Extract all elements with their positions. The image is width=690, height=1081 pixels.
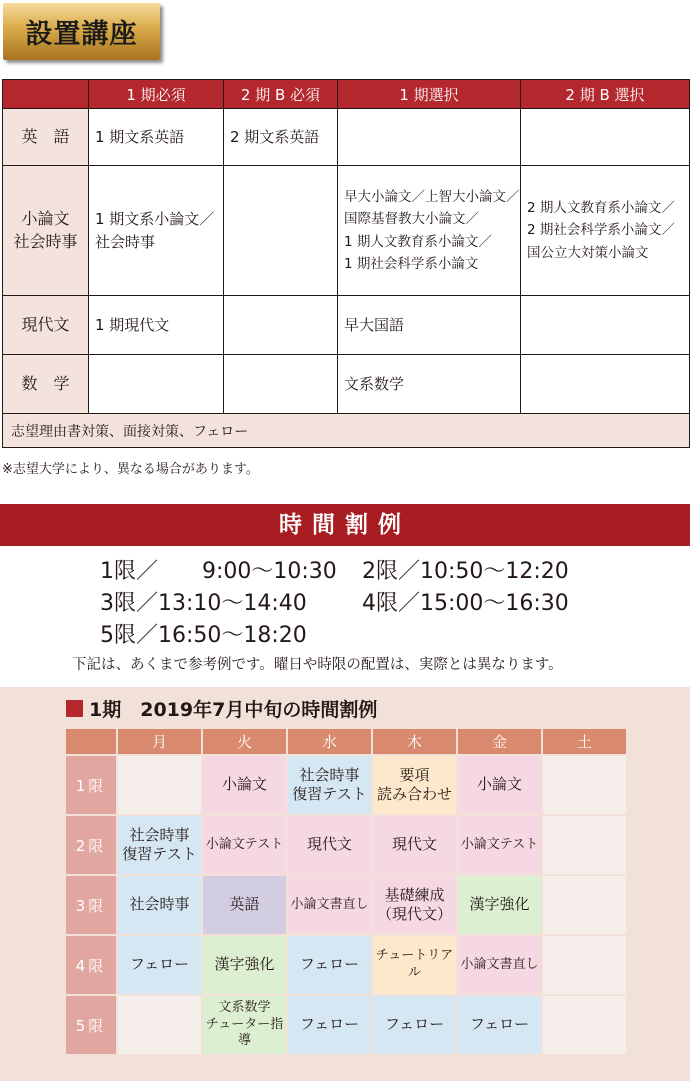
schedule-cell [458, 756, 541, 814]
day-header: 水 [288, 729, 371, 754]
section-title: 設置講座 [25, 19, 138, 50]
schedule-cell [458, 816, 541, 874]
schedule-cell [458, 876, 541, 934]
schedule-cell [118, 756, 201, 814]
subject-math: 数 学 [3, 355, 89, 414]
schedule-cell [288, 996, 371, 1054]
schedule-title-text: 1期 2019年7月中旬の時間割例 [89, 699, 378, 721]
schedule-header-row [66, 729, 626, 754]
course-cell [224, 166, 338, 296]
header-term1-elective: 1 期選択 [338, 80, 521, 109]
subject-modern-japanese: 現代文 [3, 296, 89, 355]
schedule-row [66, 816, 626, 874]
schedule-cell-line: 社会時事 [129, 895, 190, 914]
course-cell [521, 109, 690, 166]
schedule-cell-line: 英語 [229, 895, 260, 914]
schedule-cell [458, 936, 541, 994]
header-term1-required: 1 期必須 [89, 80, 224, 109]
schedule-title [66, 695, 377, 722]
schedule-row [66, 876, 626, 934]
course-cell [338, 166, 521, 296]
day-header: 月 [118, 729, 201, 754]
course-cell: 早大国語 [338, 296, 521, 355]
course-row-modern-japanese [3, 296, 690, 355]
schedule-row [66, 756, 626, 814]
header-term2b-elective: 2 期 B 選択 [521, 80, 690, 109]
period-label: 3限 [66, 876, 116, 934]
period-label: 5限 [66, 996, 116, 1054]
schedule-cell [203, 816, 286, 874]
period-line [100, 588, 569, 620]
subject-line: 社会時事 [13, 231, 78, 251]
schedule-cell [373, 996, 456, 1054]
subject-english: 英 語 [3, 109, 89, 166]
course-line: 国公立大対策小論文 [527, 244, 649, 261]
course-cell [89, 166, 224, 296]
course-cell [89, 355, 224, 414]
period-time: 1限／ 9:00〜10:30 [100, 559, 337, 584]
schedule-cell-line: 漢字強化 [469, 895, 530, 914]
course-row-essay [3, 166, 690, 296]
course-cell: 文系数学 [338, 355, 521, 414]
period-times [100, 556, 569, 652]
schedule-cell-line: 復習テスト [122, 845, 197, 863]
schedule-cell [373, 936, 456, 994]
schedule-cell-line: 小論文 [221, 775, 267, 794]
schedule-row [66, 996, 626, 1054]
schedule-cell-line: 小論文テスト [205, 836, 284, 852]
course-cell [224, 355, 338, 414]
subject-line: 小論文 [21, 209, 70, 229]
course-row-english [3, 109, 690, 166]
schedule-cell [373, 756, 456, 814]
day-header: 土 [543, 729, 626, 754]
schedule-cell [543, 936, 626, 994]
course-cell [521, 296, 690, 355]
course-line: 2 期社会科学系小論文／ [527, 222, 675, 239]
course-row-math [3, 355, 690, 414]
period-time: 3限／13:10〜14:40 [100, 591, 307, 616]
subject-essay [3, 166, 89, 296]
square-bullet-icon [66, 700, 83, 717]
schedule-cell [118, 936, 201, 994]
schedule-cell-line: フェロー [384, 1015, 445, 1034]
schedule-cell [458, 996, 541, 1054]
schedule-cell [118, 876, 201, 934]
schedule-table [64, 727, 628, 1056]
schedule-cell [288, 756, 371, 814]
section-badge [3, 3, 160, 60]
schedule-cell-line: （現代文） [376, 905, 452, 923]
day-header: 金 [458, 729, 541, 754]
schedule-cell [373, 876, 456, 934]
footnote: ※志望大学により、異なる場合があります。 [2, 462, 259, 477]
schedule-cell [118, 996, 201, 1054]
schedule-cell-line: 小論文 [476, 775, 522, 794]
period-label: 2限 [66, 816, 116, 874]
schedule-cell [288, 876, 371, 934]
course-cell [521, 355, 690, 414]
course-cell [224, 296, 338, 355]
schedule-cell [543, 756, 626, 814]
schedule-cell [288, 816, 371, 874]
schedule-cell-line: 要項 [399, 765, 430, 784]
timetable-banner: 時間割例 [0, 504, 690, 546]
schedule-cell-line: 社会時事 [299, 765, 360, 784]
schedule-cell-line: 現代文 [391, 835, 437, 854]
course-cell [338, 109, 521, 166]
schedule-cell-line: チュートリアル [375, 948, 454, 980]
schedule-cell-line: 漢字強化 [214, 955, 275, 974]
course-line: 国際基督教大小論文／ [344, 211, 479, 228]
schedule-cell-line: 現代文 [306, 835, 352, 854]
course-line: 1 期社会科学系小論文 [344, 255, 479, 272]
schedule-cell-line: 基礎練成 [384, 885, 445, 904]
period-time: 2限／10:50〜12:20 [362, 559, 569, 584]
schedule-cell [543, 876, 626, 934]
schedule-cell-line: 小論文テスト [460, 836, 539, 852]
course-cell [521, 166, 690, 296]
schedule-cell [373, 816, 456, 874]
course-line: 1 期文系小論文／ [95, 210, 215, 228]
day-header: 木 [373, 729, 456, 754]
period-label: 4限 [66, 936, 116, 994]
schedule-row [66, 936, 626, 994]
course-table-footer: 志望理由書対策、面接対策、フェロー [3, 414, 690, 448]
schedule-cell-line: チューター指導 [205, 1016, 284, 1049]
course-line: 早大小論文／上智大小論文／ [344, 188, 520, 205]
schedule-cell [288, 936, 371, 994]
course-table-footer-row [3, 414, 690, 448]
day-header: 火 [203, 729, 286, 754]
schedule-cell-line: フェロー [299, 1015, 360, 1034]
schedule-cell [203, 756, 286, 814]
header-corner [3, 80, 89, 109]
schedule-cell-line: フェロー [469, 1015, 530, 1034]
schedule-cell [543, 996, 626, 1054]
schedule-cell-line: 文系数学 [218, 999, 271, 1015]
course-table [2, 79, 690, 448]
schedule-cell-line: フェロー [299, 955, 360, 974]
course-line: 1 期人文教育系小論文／ [344, 233, 492, 250]
schedule-cell-line: 読み合わせ [376, 785, 452, 803]
schedule-cell-line: 復習テスト [292, 785, 367, 803]
period-line [100, 556, 569, 588]
period-line [100, 620, 569, 652]
course-cell: 1 期文系英語 [89, 109, 224, 166]
schedule-cell-line: フェロー [129, 955, 190, 974]
schedule-corner [66, 729, 116, 754]
course-cell: 1 期現代文 [89, 296, 224, 355]
course-line: 社会時事 [95, 232, 156, 251]
schedule-cell [118, 816, 201, 874]
schedule-cell-line: 小論文書直し [460, 956, 539, 972]
period-time: 5限／16:50〜18:20 [100, 623, 307, 648]
course-table-header-row [3, 80, 690, 109]
schedule-cell [543, 816, 626, 874]
schedule-cell [203, 996, 286, 1054]
course-line: 2 期人文教育系小論文／ [527, 200, 675, 217]
schedule-cell-line: 社会時事 [129, 825, 190, 844]
header-term2b-required: 2 期 B 必須 [224, 80, 338, 109]
disclaimer: 下記は、あくまで参考例です。曜日や時限の配置は、実際とは異なります。 [72, 657, 563, 673]
schedule-cell-line: 小論文書直し [290, 896, 369, 912]
schedule-cell [203, 936, 286, 994]
period-label: 1限 [66, 756, 116, 814]
course-cell: 2 期文系英語 [224, 109, 338, 166]
schedule-cell [203, 876, 286, 934]
period-time: 4限／15:00〜16:30 [362, 591, 569, 616]
